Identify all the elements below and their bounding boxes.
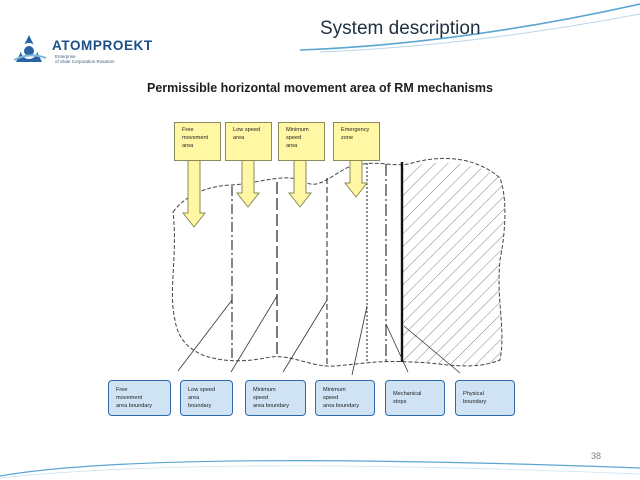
arrow-emergency (345, 160, 367, 197)
label-line: stops (393, 399, 407, 405)
label-low-speed-boundary (180, 380, 233, 416)
label-line: zone (341, 135, 354, 141)
label-line: boundary (188, 403, 212, 409)
label-line: area boundary (253, 403, 290, 409)
page-number: 38 (590, 451, 601, 461)
leader-low-speed (231, 296, 277, 372)
label-line: Free (116, 387, 128, 393)
label-line: Low speed (233, 127, 261, 133)
label-free-movement-area (174, 122, 221, 161)
label-line: area (286, 143, 298, 149)
label-minimum-speed-boundary-2 (315, 380, 375, 416)
label-line: Emergency (341, 127, 370, 133)
label-line: area boundary (323, 403, 360, 409)
slide-title: System description (320, 18, 481, 39)
label-line: Minimum (253, 387, 276, 393)
label-emergency-zone (333, 122, 380, 161)
label-line: speed (323, 395, 339, 401)
label-line: movement (182, 135, 209, 141)
label-line: Minimum (323, 387, 346, 393)
footer-decoration (0, 440, 640, 480)
label-minimum-speed-boundary-1 (245, 380, 306, 416)
arrow-free-movement (183, 160, 205, 227)
logo-subtitle-line: Enterprise (55, 54, 76, 59)
label-line: Physical (463, 391, 484, 397)
label-line: speed (253, 395, 269, 401)
label-line: Minimum (286, 127, 309, 133)
label-minimum-speed-area (278, 122, 325, 161)
label-line: area (233, 135, 245, 141)
label-line: area (182, 143, 194, 149)
label-line: speed (286, 135, 302, 141)
logo-name: ATOMPROEKT (52, 38, 153, 53)
label-mechanical-stops (385, 380, 445, 416)
label-line: Free (182, 127, 194, 133)
label-free-movement-boundary (108, 380, 171, 416)
label-low-speed-area (225, 122, 272, 161)
label-line: Low speed (188, 387, 216, 393)
label-line: Mechanical (393, 391, 422, 397)
hatched-region (402, 150, 512, 370)
label-physical-boundary (455, 380, 515, 416)
logo-subtitle-line: of State Corporation Rosatom (55, 59, 115, 64)
leader-minimum-speed-2 (352, 306, 367, 375)
arrow-low-speed (237, 160, 259, 207)
label-line: boundary (463, 399, 487, 405)
label-line: area (188, 395, 200, 401)
diagram-heading: Permissible horizontal movement area of RM mechanisms (147, 81, 493, 95)
leader-minimum-speed-1 (283, 300, 327, 372)
label-line: area boundary (116, 403, 153, 409)
label-line: movement (116, 395, 143, 401)
